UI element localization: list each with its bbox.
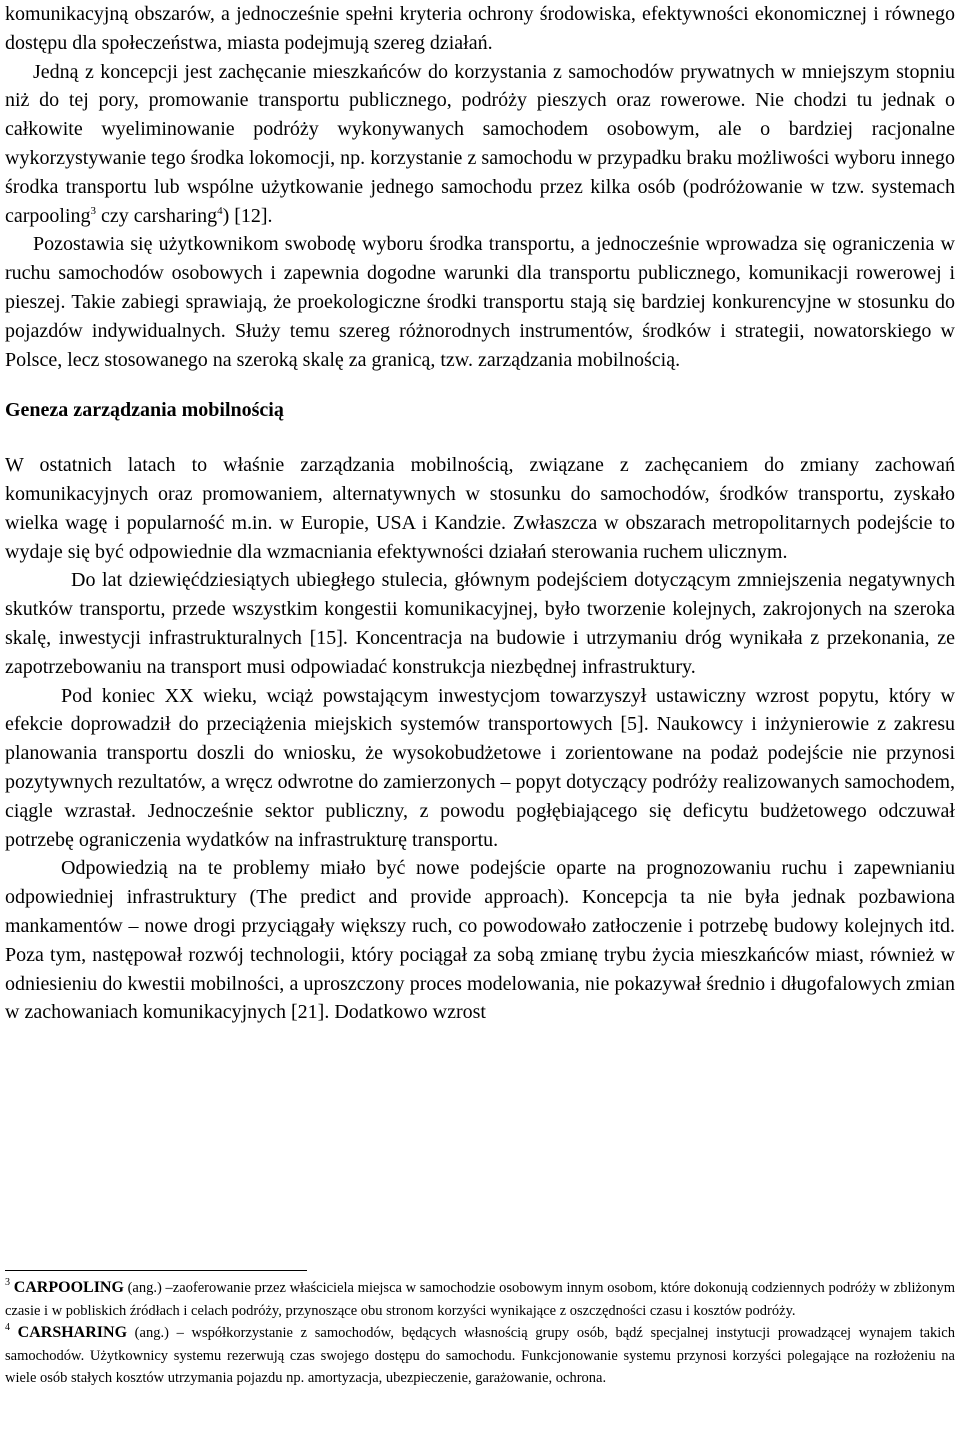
paragraph-carpooling: Jedną z koncepcji jest zachęcanie mieszkańców do korzystania z samochodów prywatnych w mniejszym stopniu niż do tej pory, promowanie transportu publicznego, podróży pieszych oraz rowerowe. Nie chodzi tu jednak o całkowite wyeliminowanie podróży wykonywanych samochodem osobowym, ale o bardziej racjonalne wykorzystywanie tego środka lokomocji, np. korzystanie z samochodu w przypadku braku możliwości wyboru innego środka transportu lub wspólne użytkowanie jednego samochodu przez kilka osób (podróżowanie w tzw. systemach carpooling$^3$ czy carsharing$^4$) [12]. <box>5 60 955 227</box>
paragraph-end-of-century: Pod koniec XX wieku, wciąż powstającym inwestycjom towarzyszył ustawiczny wzrost popytu, który w efekcie doprowadził do przeciążenia miejskich systemów transportowych [5]. Naukowcy i inżynierowie z zakresu planowania transportu doszli do wniosku, że wysokobudżetowe i zorientowane na podaż podejście nie przynosi pozytywnych rezultatów, a wręcz odwrotne do zamierzonych – popyt dotyczący podróży realizowanych samochodem, ciągle wzrastał. Jednocześnie sektor publiczny, z powodu pogłębiającego się deficytu budżetowego odczuwał potrzebę ograniczenia wydatków na infrastrukturę transportu. <box>5 684 955 851</box>
footnote-number: 4 <box>5 1322 10 1333</box>
paragraph-predict-provide: Odpowiedzią na te problemy miało być nowe podejście oparte na prognozowaniu ruchu i zapewnianiu odpowiedniej infrastruktury (The predict and provide approach). Koncepcja ta nie była jednak pozbawiona mankamentów – nowe drogi przyciągały większy ruch, co powodowało zatłoczenie i potrzebę budowy kolejnych itd. Poza tym, następował rozwój technologii, który pociągał za sobą zmianę trybu życia mieszkańców miast, również w odniesieniu do kwestii mobilności, a uproszczony proces modelowania, nie pokazywał średnio i długofalowych zmian w zachowaniach komunikacyjnych [21]. Dodatkowo wzrost <box>5 857 955 1024</box>
section-heading: Geneza zarządzania mobilnością <box>5 399 284 422</box>
footnote-separator <box>5 1270 307 1271</box>
paragraph-recent-years: W ostatnich latach to właśnie zarządzania mobilnością, związane z zachęcaniem do zmiany zachowań komunikacyjnych oraz promowaniem, alternatywnych w stosunku do samochodów, środków transportu, zyskało wielka wagę i popularność m.in. w Europie, USA i Kandzie. Zwłaszcza w obszarach metropolitarnych podejście to wydaje się być odpowiednie dla wzmacniania efektywności działań sterowania ruchem ulicznym. <box>5 454 955 563</box>
footnote-number: 3 <box>5 1277 10 1288</box>
footnote-4: $^4$ CARSHARING (ang.) – współkorzystanie z samochodów, będących własnością grupy osób, bądź specjalnej instytucji prowadzącej wynajem takich samochodów. Użytkownicy systemu rezerwują czas swojego dostępu do samochodu. Funkcjonowanie systemu przynosi korzyści polegające na rozłożeniu na wiele osób stałych kosztów utrzymania pojazdu np. amortyzacja, ubezpieczenie, garażowanie, ochrona. <box>5 1322 955 1386</box>
footnote-term: CARPOOLING <box>13 1279 124 1296</box>
footnote-ref-3[interactable]: 3 <box>90 204 97 217</box>
footnote-ref-4[interactable]: 4 <box>217 204 223 217</box>
paragraph-continuation: komunikacyjną obszarów, a jednocześnie spełni kryteria ochrony środowiska, efektywności ekonomicznej i równego dostępu dla społeczeństwa, miasta podejmują szereg działań. <box>5 3 955 54</box>
paragraph-user-choice: Pozostawia się użytkownikom swobodę wyboru środka transportu, a jednocześnie wprowadza się ograniczenia w ruchu samochodów osobowych i zapewnia dogodne warunki dla transportu publicznego, komunikacji rowerowej i pieszej. Takie zabiegi sprawiają, że proekologiczne środki transportu stają się bardziej konkurencyjne w stosunku do pojazdów indywidualnych. Służy temu szereg różnorodnych instrumentów, środków i strategii, nowatorskiego w Polsce, lecz stosowanego na szeroką skalę za granicą, tzw. zarządzania mobilnością. <box>5 233 955 371</box>
footnotes <box>5 1270 955 1390</box>
footnote-3: $^3$ CARPOOLING (ang.) –zaoferowanie przez właściciela miejsca w samochodzie osobowym innym osobom, które dokonują codziennych podróży w zbliżonym czasie i w pobliskich źródłach i celach podróży, przynoszące obu stronom korzyści wynikające z oszczędności czasu i kosztów podróży. <box>5 1277 956 1319</box>
footnote-term: CARSHARING <box>17 1324 128 1341</box>
paragraph-nineties: Do lat dziewięćdziesiątych ubiegłego stulecia, głównym podejściem dotyczącym zmniejszenia negatywnych skutków transportu, przede wszystkim kongestii komunikacyjnej, było tworzenie kolejnych, zakrojonych na szeroka skalę, inwestycji infrastrukturalnych [15]. Koncentracja na budowie i utrzymaniu dróg wynikała z przekonania, ze zapotrzebowaniu na transport musi odpowiadać konstrukcja niezbędnej infrastruktury. <box>5 569 955 678</box>
